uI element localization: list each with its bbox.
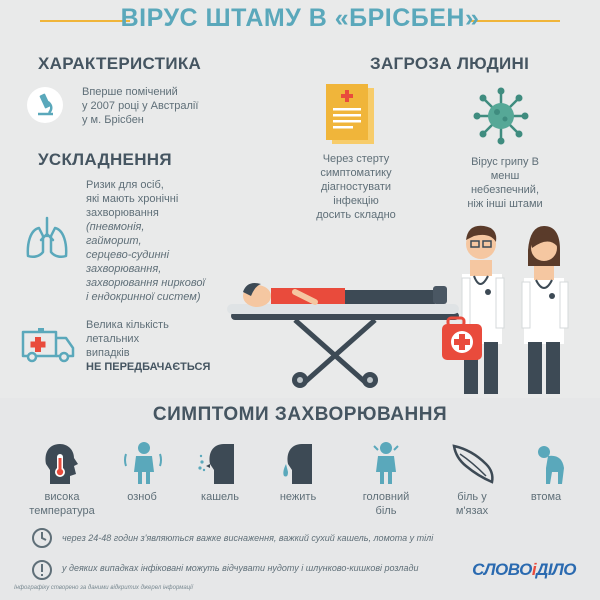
- threat-right-text: [440, 155, 570, 211]
- threat-left-line-2: симптоматику: [320, 167, 392, 179]
- complications-line-2: які мають хронічні: [86, 193, 179, 205]
- characteristic-line-1: Вперше помічений: [82, 86, 178, 98]
- symptom-fatigue-line-1: втома: [530, 491, 562, 503]
- threat-right-line-4: ніж інші штами: [467, 198, 543, 210]
- threat-heading: ЗАГРОЗА ЛЮДИНІ: [370, 54, 530, 73]
- symptom-muscle-line-2: м'язах: [455, 505, 489, 517]
- runny-nose-head-icon: [276, 440, 320, 486]
- symptom-cough-line-1: кашель: [201, 491, 239, 503]
- muscle-icon: [448, 440, 498, 486]
- virus-icon: [470, 86, 532, 146]
- lethal-line-1: Велика кількість: [86, 319, 169, 331]
- complications-line-3: захворювання: [86, 207, 159, 219]
- page-title-wrap: [0, 4, 600, 33]
- thermometer-head-icon: [40, 440, 82, 486]
- logo-part-1: СЛОВО: [472, 560, 532, 579]
- complications-text: [86, 178, 205, 304]
- exclamation-icon: [30, 558, 54, 582]
- complications-heading: УСКЛАДНЕННЯ: [38, 150, 172, 169]
- symptom-muscle-line-1: біль у: [457, 491, 487, 503]
- threat-right-line-1: Вірус грипу В: [471, 156, 539, 168]
- characteristic-line-3: у м. Брісбен: [82, 114, 144, 126]
- threat-left-line-4: інфекцію: [333, 195, 379, 207]
- coughing-head-icon: [198, 440, 242, 486]
- threat-right-line-2: менш: [490, 170, 520, 182]
- symptoms-heading: СИМПТОМИ ЗАХВОРЮВАННЯ: [152, 404, 448, 425]
- ambulance-icon: [20, 326, 76, 364]
- complications-italic-2: гайморит,: [86, 235, 142, 247]
- symptom-headache-line-1: головний: [362, 491, 410, 503]
- microscope-icon: [26, 86, 64, 124]
- note-1: через 24-48 годин з'являються важке виснаження, важкий сухий кашель, ломота у тілі: [62, 533, 434, 543]
- complications-italic-3: серцево-судинні: [86, 249, 170, 261]
- brand-logo: [472, 560, 576, 580]
- symptom-label-cough: [180, 490, 260, 504]
- headache-person-icon: [366, 440, 406, 486]
- symptom-chills-line-1: озноб: [127, 491, 157, 503]
- symptom-label-headache: [346, 490, 426, 518]
- lethal-line-2: летальних: [86, 333, 140, 345]
- logo-part-2: ДІЛО: [536, 560, 576, 579]
- symptom-label-muscle-pain: [432, 490, 512, 518]
- symptom-label-fatigue: [506, 490, 586, 504]
- symptom-runny-nose-line-1: нежить: [279, 491, 317, 503]
- threat-left-line-1: Через стерту: [322, 153, 390, 165]
- characteristic-text: [82, 85, 198, 127]
- medical-record-icon: [322, 82, 380, 148]
- threat-left-text: [300, 152, 412, 222]
- logo-separator: і: [531, 560, 537, 579]
- lethal-line-3: випадків: [86, 347, 130, 359]
- threat-left-line-3: діагностувати: [320, 181, 392, 193]
- tired-person-icon: [530, 440, 570, 486]
- symptom-label-runny-nose: [258, 490, 338, 504]
- symptom-fever-line-2: температура: [29, 505, 95, 517]
- lethal-bold: НЕ ПЕРЕДБАЧАЄТЬСЯ: [86, 361, 211, 373]
- symptom-fever-line-1: висока: [44, 491, 80, 503]
- complications-italic-1: (пневмонія,: [86, 221, 145, 233]
- page-title: ВІРУС ШТАМУ В «БРІСБЕН»: [120, 4, 480, 32]
- clock-icon: [30, 526, 54, 550]
- symptom-headache-line-2: біль: [375, 505, 397, 517]
- complications-line-1: Ризик для осіб,: [86, 179, 164, 191]
- characteristic-line-2: у 2007 році у Австралії: [82, 100, 199, 112]
- threat-right-line-3: небезпечний,: [470, 184, 540, 196]
- doctors-illustration: [440, 214, 586, 400]
- complications-italic-6: і ендокринної систем): [86, 291, 201, 303]
- lethal-text: [86, 318, 210, 374]
- complications-italic-4: захворювання,: [86, 263, 162, 275]
- footer-source: Інфографіку створено за даними відкритих джерел інформації: [14, 585, 193, 591]
- symptom-label-chills: [102, 490, 182, 504]
- threat-left-line-5: досить складно: [316, 209, 396, 221]
- note-2: у деяких випадках інфіковані можуть відчувати нудоту і шлунково-кишкові розлади: [62, 563, 419, 573]
- lungs-icon: [24, 214, 70, 262]
- characteristic-heading: ХАРАКТЕРИСТИКА: [38, 54, 202, 73]
- shivering-person-icon: [122, 440, 164, 486]
- complications-italic-5: захворювання ниркової: [86, 277, 205, 289]
- stretcher-patient-illustration: [225, 274, 465, 394]
- symptom-label-fever: [22, 490, 102, 518]
